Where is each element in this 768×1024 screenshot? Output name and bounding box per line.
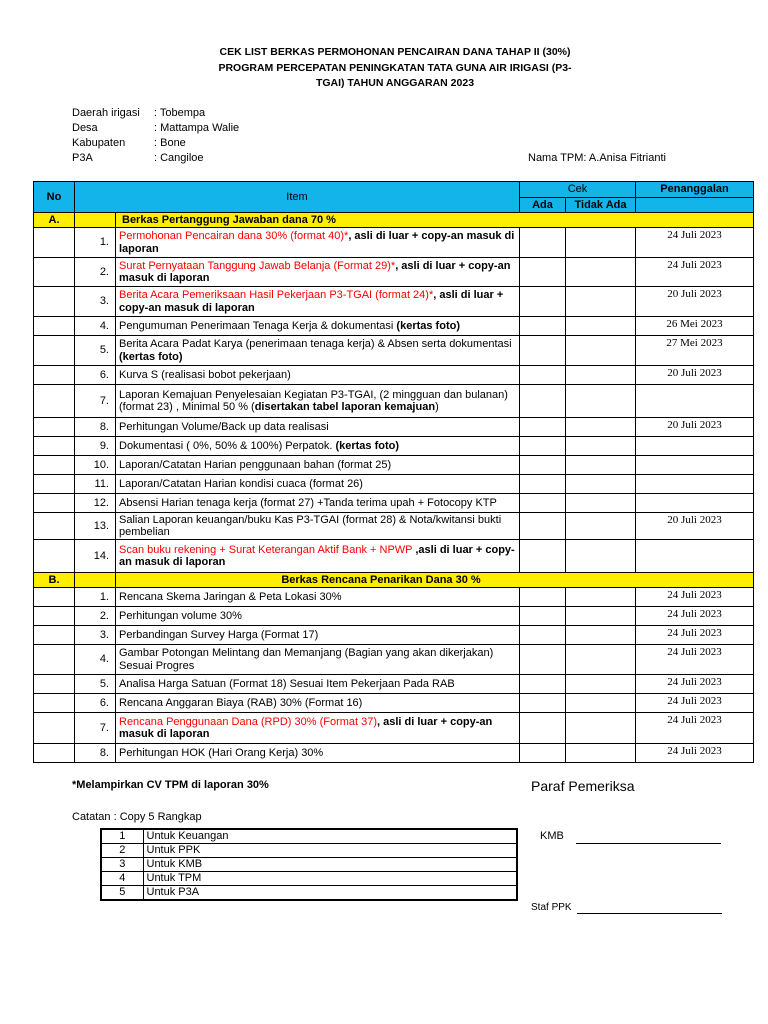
- tidak-ada-checkbox-cell[interactable]: [566, 456, 636, 475]
- ada-checkbox-cell[interactable]: [520, 418, 566, 437]
- item-text-plain: Absensi Harian tenaga kerja (format 27) +Tanda terima upah + Fotocopy KTP: [119, 496, 497, 509]
- item-text-bold: , asli di luar + copy-an masuk di laporan: [119, 259, 511, 284]
- item-number: 6.: [75, 366, 116, 385]
- ada-checkbox-cell[interactable]: [520, 540, 566, 573]
- desa-value: : Mattampa Walie: [154, 122, 240, 134]
- no-cell: [34, 494, 75, 513]
- date-cell: 24 Juli 2023: [636, 744, 754, 763]
- header-penanggalan-sub: [636, 198, 754, 213]
- tidak-ada-checkbox-cell[interactable]: [566, 645, 636, 675]
- item-text-plain: Pengumuman Penerimaan Tenaga Kerja & dokumentasi: [119, 319, 397, 332]
- item-text: [116, 540, 520, 573]
- item-text-red: Berita Acara Pemeriksaan Hasil Pekerjaan P3-TGAI (format 24)*: [119, 289, 434, 301]
- no-cell: [34, 475, 75, 494]
- section-spacer: [75, 213, 116, 228]
- item-number: 10.: [75, 456, 116, 475]
- date-cell: 20 Juli 2023: [636, 513, 754, 540]
- section-title: Berkas Rencana Penarikan Dana 30 %: [116, 573, 754, 588]
- no-cell: [34, 626, 75, 645]
- date-cell: [636, 540, 754, 573]
- date-cell: 24 Juli 2023: [636, 228, 754, 258]
- header-item: Item: [75, 182, 520, 213]
- tidak-ada-checkbox-cell[interactable]: [566, 228, 636, 258]
- item-text-bold: disertakan tabel laporan kemajuan: [254, 401, 436, 413]
- date-cell: 24 Juli 2023: [636, 713, 754, 744]
- table-row: [34, 540, 754, 573]
- item-number: 5.: [75, 675, 116, 694]
- section-title: Berkas Pertanggung Jawaban dana 70 %: [116, 213, 754, 228]
- tidak-ada-checkbox-cell[interactable]: [566, 258, 636, 287]
- copy-row: [101, 844, 517, 858]
- ada-checkbox-cell[interactable]: [520, 475, 566, 494]
- tidak-ada-checkbox-cell[interactable]: [566, 626, 636, 645]
- no-cell: [34, 228, 75, 258]
- header-no: No: [34, 182, 75, 213]
- copy-label: Untuk KMB: [143, 858, 517, 872]
- title-line-3: TGAI) TAHUN ANGGARAN 2023: [315, 77, 475, 89]
- item-number: 2.: [75, 607, 116, 626]
- item-number: 8.: [75, 744, 116, 763]
- ada-checkbox-cell[interactable]: [520, 694, 566, 713]
- no-cell: [34, 713, 75, 744]
- kabupaten-label: Kabupaten: [72, 137, 126, 149]
- tidak-ada-checkbox-cell[interactable]: [566, 675, 636, 694]
- table-row: [34, 317, 754, 336]
- checklist-table: [33, 181, 754, 763]
- table-row: [34, 675, 754, 694]
- tidak-ada-checkbox-cell[interactable]: [566, 540, 636, 573]
- section-number: A.: [34, 213, 75, 228]
- cv-note: *Melampirkan CV TPM di laporan 30%: [72, 779, 269, 791]
- ada-checkbox-cell[interactable]: [520, 317, 566, 336]
- no-cell: [34, 513, 75, 540]
- item-text-bold: ,asli di luar + copy-an masuk di laporan: [119, 543, 515, 568]
- item-text: [116, 287, 520, 317]
- no-cell: [34, 366, 75, 385]
- no-cell: [34, 744, 75, 763]
- ada-checkbox-cell[interactable]: [520, 744, 566, 763]
- table-row: [34, 437, 754, 456]
- item-text: [116, 228, 520, 258]
- item-number: 2.: [75, 258, 116, 287]
- copy-label: Untuk PPK: [143, 844, 517, 858]
- date-cell: [636, 494, 754, 513]
- ada-checkbox-cell[interactable]: [520, 713, 566, 744]
- section-row: [34, 213, 754, 228]
- item-number: 11.: [75, 475, 116, 494]
- item-text-plain: Laporan/Catatan Harian penggunaan bahan (format 25): [119, 458, 392, 471]
- date-cell: 20 Juli 2023: [636, 418, 754, 437]
- header-ada: Ada: [520, 198, 566, 213]
- item-text-bold: , asli di luar + copy-an masuk di laporan: [119, 230, 515, 255]
- ada-checkbox-cell[interactable]: [520, 366, 566, 385]
- item-text-plain: Dokumentasi ( 0%, 50% & 100%) Perpatok.: [119, 439, 336, 452]
- desa-label: Desa: [72, 122, 98, 134]
- table-row: [34, 626, 754, 645]
- ada-checkbox-cell[interactable]: [520, 626, 566, 645]
- item-text: [116, 713, 520, 744]
- table-row: [34, 228, 754, 258]
- ada-checkbox-cell[interactable]: [520, 675, 566, 694]
- p3a-value: : Cangiloe: [154, 152, 204, 164]
- no-cell: [34, 588, 75, 607]
- copy-row: [101, 886, 517, 901]
- item-number: 8.: [75, 418, 116, 437]
- item-number: 4.: [75, 317, 116, 336]
- ada-checkbox-cell[interactable]: [520, 385, 566, 418]
- item-text-plain: Salian Laporan keuangan/buku Kas P3-TGAI (format 28) & Nota/kwitansi bukti pembelian: [119, 513, 502, 538]
- table-row: [34, 385, 754, 418]
- ada-checkbox-cell[interactable]: [520, 228, 566, 258]
- date-cell: [636, 456, 754, 475]
- daerah-value: : Tobempa: [154, 107, 206, 119]
- table-row: [34, 258, 754, 287]
- no-cell: [34, 456, 75, 475]
- item-number: 3.: [75, 287, 116, 317]
- item-number: 9.: [75, 437, 116, 456]
- no-cell: [34, 694, 75, 713]
- copy-number: 3: [101, 858, 143, 872]
- section-row: [34, 573, 754, 588]
- item-number: 7.: [75, 713, 116, 744]
- date-cell: 24 Juli 2023: [636, 645, 754, 675]
- table-row: [34, 694, 754, 713]
- document-title: [200, 45, 590, 92]
- ada-checkbox-cell[interactable]: [520, 494, 566, 513]
- item-text: [116, 675, 520, 694]
- item-text: [116, 418, 520, 437]
- staf-ppk-signature-line: [577, 913, 722, 914]
- item-text-tail: ): [435, 401, 439, 413]
- item-text-plain: Berita Acara Padat Karya (penerimaan tenaga kerja) & Absen serta dokumentasi: [119, 338, 512, 350]
- ada-checkbox-cell[interactable]: [520, 513, 566, 540]
- item-text-red: Surat Pernyataan Tanggung Jawab Belanja (Format 29)*: [119, 259, 396, 272]
- tidak-ada-checkbox-cell[interactable]: [566, 385, 636, 418]
- date-cell: 24 Juli 2023: [636, 675, 754, 694]
- item-number: 6.: [75, 694, 116, 713]
- table-row: [34, 418, 754, 437]
- copy-table: [100, 828, 518, 901]
- ada-checkbox-cell[interactable]: [520, 607, 566, 626]
- item-number: 14.: [75, 540, 116, 573]
- tidak-ada-checkbox-cell[interactable]: [566, 607, 636, 626]
- date-cell: [636, 437, 754, 456]
- item-text-plain: Gambar Potongan Melintang dan Memanjang (Bagian yang akan dikerjakan) Sesuai Progres: [119, 647, 494, 672]
- kmb-label: KMB: [540, 830, 564, 842]
- copy-number: 4: [101, 872, 143, 886]
- item-number: 13.: [75, 513, 116, 540]
- header-cek: Cek: [520, 182, 636, 198]
- item-text: [116, 456, 520, 475]
- item-text: [116, 336, 520, 366]
- info-block: [72, 106, 239, 166]
- item-text-plain: Perhitungan Volume/Back up data realisasi: [119, 420, 329, 433]
- item-text: [116, 588, 520, 607]
- copy-row: [101, 829, 517, 844]
- copy-number: 1: [101, 829, 143, 844]
- no-cell: [34, 437, 75, 456]
- date-cell: 24 Juli 2023: [636, 694, 754, 713]
- item-text: [116, 385, 520, 418]
- tidak-ada-checkbox-cell[interactable]: [566, 494, 636, 513]
- title-line-1: CEK LIST BERKAS PERMOHONAN PENCAIRAN DANA TAHAP II (30%): [219, 46, 571, 58]
- date-cell: 20 Juli 2023: [636, 366, 754, 385]
- item-text-plain: Perhitungan volume 30%: [119, 609, 242, 622]
- date-cell: 27 Mei 2023: [636, 336, 754, 366]
- item-text-bold: (kertas foto): [396, 319, 460, 332]
- copy-label: Untuk TPM: [143, 872, 517, 886]
- item-text-red: Rencana Penggunaan Dana (RPD) 30% (Format 37): [119, 715, 378, 728]
- copy-number: 2: [101, 844, 143, 858]
- copy-label: Untuk Keuangan: [143, 829, 517, 844]
- date-cell: 24 Juli 2023: [636, 258, 754, 287]
- tidak-ada-checkbox-cell[interactable]: [566, 588, 636, 607]
- table-row: [34, 336, 754, 366]
- staf-ppk-label: Staf PPK: [531, 902, 572, 913]
- date-cell: [636, 475, 754, 494]
- no-cell: [34, 385, 75, 418]
- no-cell: [34, 258, 75, 287]
- ada-checkbox-cell[interactable]: [520, 456, 566, 475]
- item-number: 12.: [75, 494, 116, 513]
- table-row: [34, 287, 754, 317]
- tidak-ada-checkbox-cell[interactable]: [566, 694, 636, 713]
- item-number: 3.: [75, 626, 116, 645]
- copy-number: 5: [101, 886, 143, 901]
- item-number: 4.: [75, 645, 116, 675]
- kabupaten-value: : Bone: [154, 137, 186, 149]
- header-penanggalan: Penanggalan: [636, 182, 754, 198]
- section-number: B.: [34, 573, 75, 588]
- no-cell: [34, 540, 75, 573]
- section-spacer: [75, 573, 116, 588]
- tpm-name: Nama TPM: A.Anisa Fitrianti: [528, 152, 666, 164]
- table-row: [34, 645, 754, 675]
- tidak-ada-checkbox-cell[interactable]: [566, 437, 636, 456]
- p3a-label: P3A: [72, 152, 93, 164]
- item-text: [116, 366, 520, 385]
- item-text-plain: Kurva S (realisasi bobot pekerjaan): [119, 368, 291, 381]
- item-text-bold: , asli di luar + copy-an masuk di laporan: [119, 289, 504, 314]
- tidak-ada-checkbox-cell[interactable]: [566, 366, 636, 385]
- item-number: 7.: [75, 385, 116, 418]
- copy-row: [101, 872, 517, 886]
- item-number: 5.: [75, 336, 116, 366]
- ada-checkbox-cell[interactable]: [520, 258, 566, 287]
- item-text-plain: Perhitungan HOK (Hari Orang Kerja) 30%: [119, 746, 324, 759]
- table-row: [34, 475, 754, 494]
- no-cell: [34, 287, 75, 317]
- date-cell: 24 Juli 2023: [636, 588, 754, 607]
- table-row: [34, 494, 754, 513]
- item-text-plain: Rencana Skema Jaringan & Peta Lokasi 30%: [119, 590, 342, 603]
- date-cell: 24 Juli 2023: [636, 607, 754, 626]
- kmb-signature-line: [576, 843, 721, 844]
- item-text: [116, 645, 520, 675]
- title-line-2: PROGRAM PERCEPATAN PENINGKATAN TATA GUNA AIR IRIGASI (P3-: [218, 61, 572, 74]
- item-number: 1.: [75, 588, 116, 607]
- item-text: [116, 694, 520, 713]
- item-text: [116, 258, 520, 287]
- item-text-bold: (kertas foto): [119, 350, 183, 363]
- tidak-ada-checkbox-cell[interactable]: [566, 287, 636, 317]
- table-row: [34, 588, 754, 607]
- no-cell: [34, 675, 75, 694]
- item-text: [116, 317, 520, 336]
- ada-checkbox-cell[interactable]: [520, 645, 566, 675]
- tidak-ada-checkbox-cell[interactable]: [566, 317, 636, 336]
- item-text: [116, 626, 520, 645]
- copy-row: [101, 858, 517, 872]
- item-text-bold: (kertas foto): [335, 439, 400, 452]
- item-text: [116, 494, 520, 513]
- no-cell: [34, 607, 75, 626]
- tidak-ada-checkbox-cell[interactable]: [566, 744, 636, 763]
- copy-label: Untuk P3A: [143, 886, 517, 901]
- date-cell: 20 Juli 2023: [636, 287, 754, 317]
- item-text: [116, 437, 520, 456]
- tidak-ada-checkbox-cell[interactable]: [566, 713, 636, 744]
- catatan: Catatan : Copy 5 Rangkap: [72, 811, 202, 823]
- daerah-label: Daerah irigasi: [72, 107, 140, 119]
- table-row: [34, 607, 754, 626]
- header-tidak-ada: Tidak Ada: [566, 198, 636, 213]
- paraf-pemeriksa: Paraf Pemeriksa: [531, 778, 635, 794]
- item-text: [116, 475, 520, 494]
- item-text-plain: Perbandingan Survey Harga (Format 17): [119, 628, 319, 641]
- item-text-plain: Laporan Kemajuan Penyelesaian Kegiatan P3-TGAI, (2 mingguan dan bulanan) (format 23) , Minimal 50 % (: [119, 388, 508, 413]
- item-text-red: Permohonan Pencairan dana 30% (format 40)*: [119, 230, 349, 242]
- item-text-bold: , asli di luar + copy-an masuk di laporan: [119, 715, 493, 740]
- item-text-plain: Laporan/Catatan Harian kondisi cuaca (format 26): [119, 477, 363, 490]
- item-text-plain: Analisa Harga Satuan (Format 18) Sesuai Item Pekerjaan Pada RAB: [119, 677, 455, 690]
- item-text: [116, 607, 520, 626]
- item-text: [116, 744, 520, 763]
- tidak-ada-checkbox-cell[interactable]: [566, 336, 636, 366]
- no-cell: [34, 317, 75, 336]
- table-row: [34, 513, 754, 540]
- no-cell: [34, 418, 75, 437]
- table-row: [34, 366, 754, 385]
- ada-checkbox-cell[interactable]: [520, 287, 566, 317]
- item-text-red: Scan buku rekening + Surat Keterangan Aktif Bank + NPWP: [119, 543, 416, 556]
- item-text: [116, 513, 520, 540]
- date-cell: 24 Juli 2023: [636, 626, 754, 645]
- ada-checkbox-cell[interactable]: [520, 336, 566, 366]
- table-row: [34, 456, 754, 475]
- table-row: [34, 713, 754, 744]
- table-row: [34, 744, 754, 763]
- no-cell: [34, 645, 75, 675]
- date-cell: [636, 385, 754, 418]
- date-cell: 26 Mei 2023: [636, 317, 754, 336]
- tidak-ada-checkbox-cell[interactable]: [566, 475, 636, 494]
- no-cell: [34, 336, 75, 366]
- tidak-ada-checkbox-cell[interactable]: [566, 513, 636, 540]
- ada-checkbox-cell[interactable]: [520, 588, 566, 607]
- item-text-plain: Rencana Anggaran Biaya (RAB) 30% (Format 16): [119, 696, 363, 709]
- tidak-ada-checkbox-cell[interactable]: [566, 418, 636, 437]
- item-number: 1.: [75, 228, 116, 258]
- ada-checkbox-cell[interactable]: [520, 437, 566, 456]
